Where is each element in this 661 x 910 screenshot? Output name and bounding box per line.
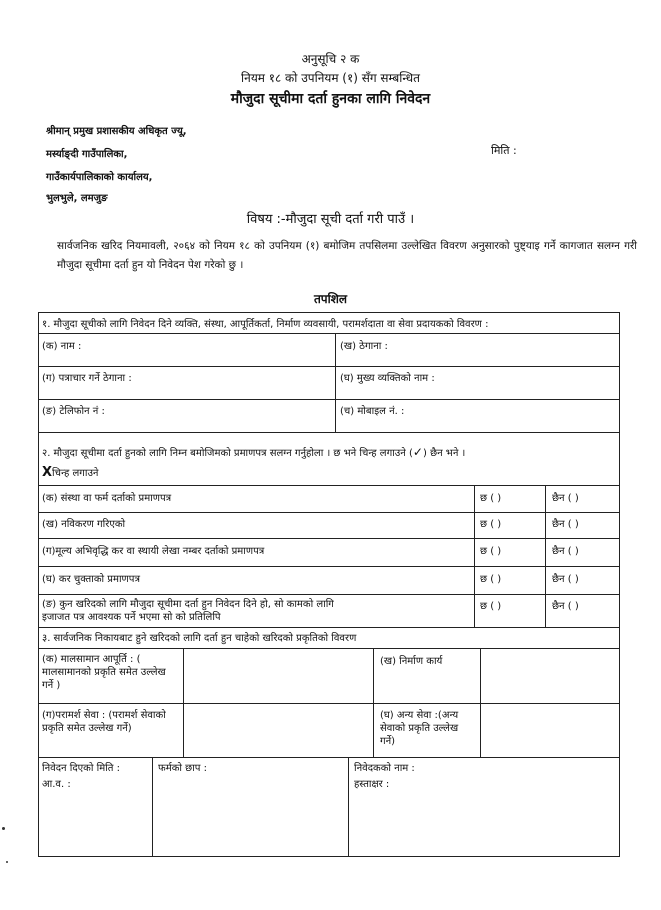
correspondence-address-field[interactable]: (ग) पत्राचार गर्ने ठेगाना : bbox=[42, 373, 132, 384]
row-divider bbox=[38, 648, 620, 649]
supply-goods-label: (क) मालसामान आपूर्ति : ( मालसामानको प्रकृति समेत उल्लेख गर्ने ) bbox=[42, 654, 166, 691]
cert-license-no[interactable]: छैन ( ) bbox=[552, 601, 579, 612]
row-divider bbox=[38, 538, 620, 539]
row-divider bbox=[38, 485, 620, 486]
table-border-right bbox=[619, 312, 620, 857]
address-line-2: मर्स्याङ्दी गाउँपालिका, bbox=[46, 149, 128, 160]
row-divider bbox=[38, 512, 620, 513]
details-heading: तपशिल bbox=[313, 292, 348, 306]
cert-registration-yes[interactable]: छ ( ) bbox=[480, 493, 502, 504]
cert-registration: (क) संस्था वा फर्म दर्ताको प्रमाणपत्र bbox=[42, 493, 172, 504]
cert-license-yes[interactable]: छ ( ) bbox=[480, 601, 502, 612]
row-divider bbox=[38, 333, 620, 334]
row-divider bbox=[38, 627, 620, 628]
address-line-1: श्रीमान् प्रमुख प्रशासकीय अधिकृत ज्यू, bbox=[46, 126, 187, 137]
construction-work-label: (ख) निर्माण कार्य bbox=[380, 656, 443, 667]
row-divider bbox=[38, 432, 620, 433]
cross-mark-icon: X bbox=[42, 465, 53, 480]
date-label: मिति : bbox=[491, 144, 517, 157]
cross-mark-text: चिन्ह लगाउने bbox=[52, 468, 99, 479]
table-border-top bbox=[38, 312, 620, 313]
scan-speck bbox=[2, 827, 5, 830]
consulting-service-label: (ग)परामर्श सेवा : (परामर्श सेवाको प्रकृति समेत उल्लेख गर्ने) bbox=[42, 710, 166, 734]
section-2-heading-text: २. मौजुदा सूचीमा दर्ता हुनको लागि निम्न बमोजिमको प्रमाणपत्र सलग्न गर्नुहोला । छ भने चिन्ह लगाउने ( bbox=[42, 448, 413, 459]
schedule-label: अनुसूचि २ क bbox=[301, 52, 360, 66]
chief-person-field[interactable]: (घ) मुख्य व्यक्तिको नाम : bbox=[340, 373, 435, 384]
col-divider bbox=[545, 485, 546, 627]
name-field[interactable]: (क) नाम : bbox=[42, 341, 82, 352]
row-divider bbox=[38, 703, 620, 704]
table-border-left bbox=[38, 312, 39, 857]
signature-field[interactable]: हस्ताक्षर : bbox=[354, 779, 390, 790]
table-border-bottom bbox=[38, 856, 620, 857]
cert-renewal-no[interactable]: छैन ( ) bbox=[552, 519, 579, 530]
cert-vat-pan-yes[interactable]: छ ( ) bbox=[480, 546, 502, 557]
scan-speck bbox=[6, 861, 8, 863]
col-divider bbox=[152, 757, 153, 857]
cert-license-line-2: इजाजत पत्र आवश्यक पर्ने भएमा सो को प्रतिलिपि bbox=[42, 612, 221, 623]
row-divider bbox=[38, 594, 620, 595]
cross-mark-instruction bbox=[42, 466, 98, 480]
row-divider bbox=[38, 366, 620, 367]
cert-vat-pan: (ग)मूल्य अभिवृद्धि कर वा स्थायी लेखा नम्बर दर्ताको प्रमाणपत्र bbox=[42, 546, 265, 557]
tick-mark-icon: ✓ bbox=[412, 445, 423, 459]
section-2-heading bbox=[42, 446, 465, 460]
cert-registration-no[interactable]: छैन ( ) bbox=[552, 493, 579, 504]
application-body: सार्वजनिक खरिद नियमावली, २०६४ को नियम १८ को उपनियम (१) बमोजिम तपसिलमा उल्लेखित विवरण अनुसारको पुष्ट्याइ गर्ने कागजात सलग्न गरी मौजुदा सूचीमा दर्ता हुन यो निवेदन पेश गरेको छु । bbox=[57, 240, 637, 271]
col-divider bbox=[348, 757, 349, 857]
section-3-heading: ३. सार्वजनिक निकायबाट हुने खरिदको लागि दर्ता हुन चाहेको खरिदको प्रकृतिको विवरण bbox=[42, 633, 357, 644]
row-divider bbox=[38, 566, 620, 567]
cert-tax-clearance-yes[interactable]: छ ( ) bbox=[480, 574, 502, 585]
fiscal-year-field[interactable]: आ.व. : bbox=[42, 779, 71, 790]
col-divider bbox=[335, 333, 336, 432]
firm-stamp-field[interactable]: फर्मको छाप : bbox=[158, 763, 207, 774]
cert-tax-clearance: (घ) कर चुक्ताको प्रमाणपत्र bbox=[42, 574, 140, 585]
cert-renewal: (ख) नविकरण गरिएको bbox=[42, 519, 126, 530]
col-divider bbox=[474, 485, 475, 627]
cert-tax-clearance-no[interactable]: छैन ( ) bbox=[552, 574, 579, 585]
cert-license-line-1: (ङ) कुन खरिदको लागि मौजुदा सूचीमा दर्ता हुन निवेदन दिने हो, सो कामको लागि bbox=[42, 599, 334, 610]
section-1-heading: १. मौजुदा सूचीको लागि निवेदन दिने व्यक्ति, संस्था, आपूर्तिकर्ता, निर्माण व्यवसायी, परामर्शदाता वा सेवा प्रदायकको विवरण : bbox=[42, 319, 489, 330]
section-2-heading-end: ) छैन भने । bbox=[422, 448, 466, 459]
row-divider bbox=[38, 757, 620, 758]
rule-reference: नियम १८ को उपनियम (१) सँग सम्बन्धित bbox=[241, 71, 420, 85]
subject-line: विषय :-मौजुदा सूची दर्ता गरी पाउँ । bbox=[246, 212, 415, 227]
address-field[interactable]: (ख) ठेगाना : bbox=[340, 341, 388, 352]
form-title: मौजुदा सूचीमा दर्ता हुनका लागि निवेदन bbox=[230, 91, 431, 107]
cert-renewal-yes[interactable]: छ ( ) bbox=[480, 519, 502, 530]
applicant-name-field[interactable]: निवेदकको नाम : bbox=[354, 763, 415, 774]
mobile-field[interactable]: (च) मोबाइल नं. : bbox=[340, 406, 405, 417]
cert-vat-pan-no[interactable]: छैन ( ) bbox=[552, 546, 579, 557]
application-date-field[interactable]: निवेदन दिएको मिति : bbox=[42, 763, 121, 774]
other-service-label: (घ) अन्य सेवा :(अन्य सेवाको प्रकृति उल्लेख गर्ने) bbox=[380, 710, 459, 747]
telephone-field[interactable]: (ङ) टेलिफोन नं : bbox=[42, 406, 105, 417]
address-line-3: गाउँकार्यपालिकाको कार्यालय, bbox=[46, 172, 153, 183]
row-divider bbox=[38, 399, 620, 400]
address-line-4: भुलभुले, लमजुङ bbox=[46, 193, 108, 204]
